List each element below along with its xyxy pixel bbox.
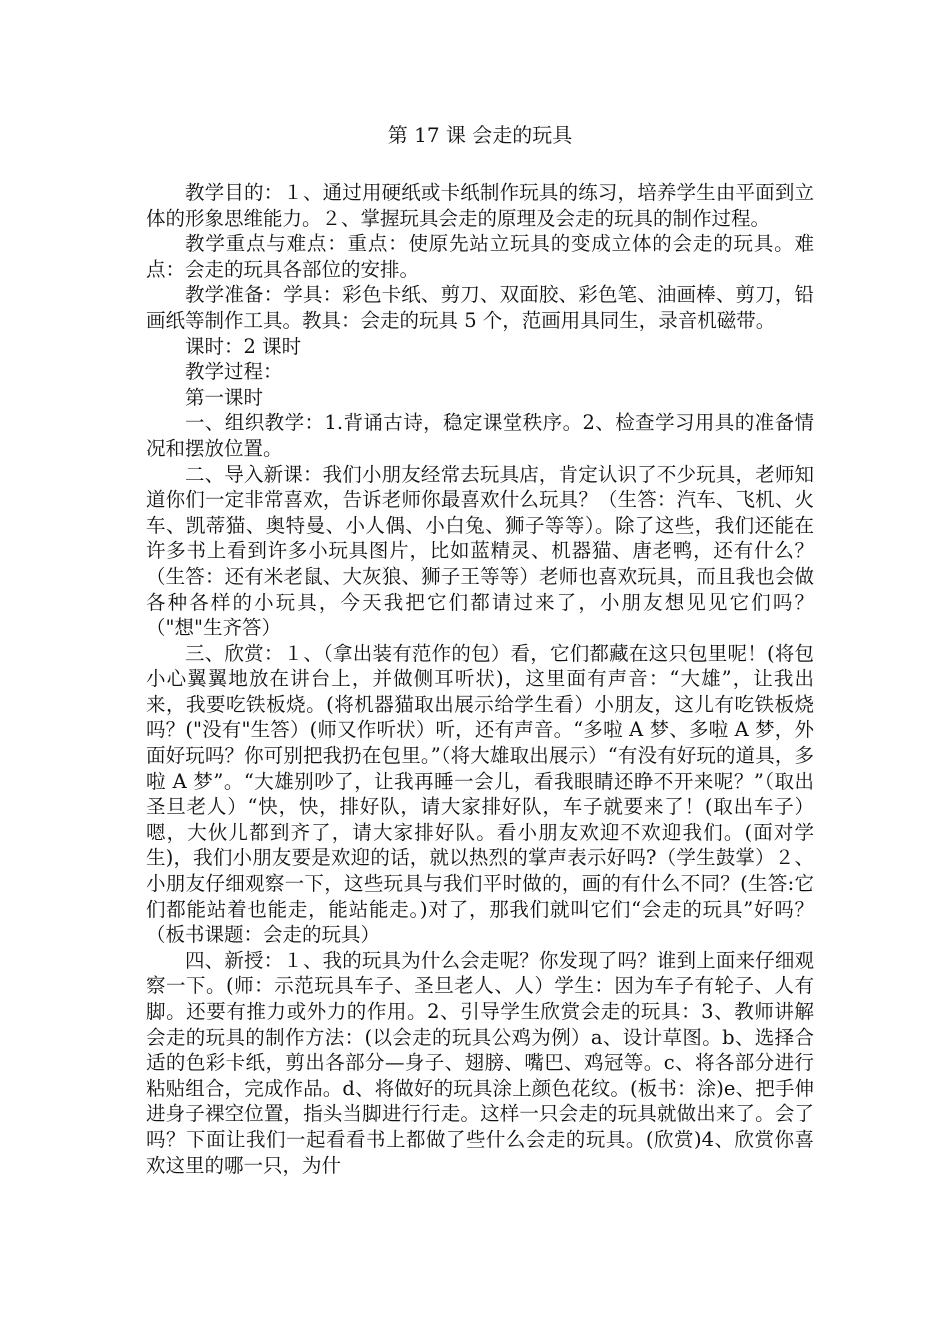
paragraph-introduction: 二、导入新课：我们小朋友经常去玩具店，肯定认识了不少玩具，老师知道你们一定非常喜欢，告诉老师你最喜欢什么玩具？（生答：汽车、飞机、火车、凯蒂猫、奥特曼、小人偶、小白兔、狮子等等）。除了这些，我们还能在许多书上看到许多小玩具图片，比如蓝精灵、机器猫、唐老鸭，还有什么？（生答：还有米老鼠、大灰狼、狮子王等等）老师也喜欢玩具，而且我也会做各种各样的小玩具，今天我把它们都请过来了，小朋友想见见它们吗？（"想"生齐答） [146,462,814,640]
page-title: 第 17 课 会走的玩具 [387,123,573,147]
paragraph-process-heading: 教学过程： [185,360,283,384]
paragraph-key-points: 教学重点与难点：重点：使原先站立玩具的变成立体的会走的玩具。难点：会走的玩具各部位的安排。 [146,232,814,281]
paragraph-organize: 一、组织教学：1.背诵古诗，稳定课堂秩序。2、检查学习用具的准备情况和摆放位置。 [146,411,814,460]
paragraph-first-lesson: 第一课时 [185,385,264,409]
paragraph-preparation: 教学准备：学具：彩色卡纸、剪刀、双面胶、彩色笔、油画棒、剪刀，铅画纸等制作工具。教具：会走的玩具 5 个，范画用具同生，录音机磁带。 [146,283,814,332]
paragraph-objectives: 教学目的：１、通过用硬纸或卡纸制作玩具的练习，培养学生由平面到立体的形象思维能力。２、掌握玩具会走的原理及会走的玩具的制作过程。 [146,181,814,230]
paragraph-class-hours: 课时：2 课时 [185,334,302,358]
paragraph-new-lesson: 四、新授：１、我的玩具为什么会走呢？你发现了吗？谁到上面来仔细观察一下。(师：示范玩具车子、圣旦老人、人）学生：因为车子有轮子、人有脚。还要有推力或外力的作用。2、引导学生欣赏会走的玩具：3、教师讲解会走的玩具的制作方法：(以会走的玩具公鸡为例）a、设计草图。b、选择合适的色彩卡纸，剪出各部分—身子、翅膀、嘴巴、鸡冠等。c、将各部分进行粘贴组合，完成作品。d、将做好的玩具涂上颜色花纹。(板书：涂)e、把手伸进身子裸空位置，指头当脚进行行走。这样一只会走的玩具就做出来了。会了吗？下面让我们一起看看书上都做了些什么会走的玩具。(欣赏)4、欣赏你喜欢这里的哪一只，为什 [146,948,814,1177]
document-page [146,120,814,1178]
paragraph-appreciation: 三、欣赏：１、（拿出装有范作的包）看，它们都藏在这只包里呢！(将包小心翼翼地放在讲台上，并做侧耳听状)，这里面有声音：“大雄”，让我出来，我要吃铁板烧。(将机器猫取出展示给学生看）小朋友，这儿有吃铁板烧吗？("没有"生答）(师又作听状）听，还有声音。“多啦 A 梦、多啦 A 梦，外面好玩吗？你可别把我扔在包里。”（将大雄取出展示）“有没有好玩的道具，多啦 A 梦”。“大雄别吵了，让我再睡一会儿，看我眼睛还睁不开来呢？”（取出圣旦老人）“快，快，排好队，请大家排好队，车子就要来了！(取出车子）嗯，大伙儿都到齐了，请大家排好队。看小朋友欢迎不欢迎我们。(面对学生)，我们小朋友要是欢迎的话，就以热烈的掌声表示好吗?（学生鼓掌）２、小朋友仔细观察一下，这些玩具与我们平时做的，画的有什么不同？(生答:它们都能站着也能走，能站能走。)对了，那我们就叫它们“会走的玩具”好吗？（板书课题：会走的玩具） [146,641,814,947]
